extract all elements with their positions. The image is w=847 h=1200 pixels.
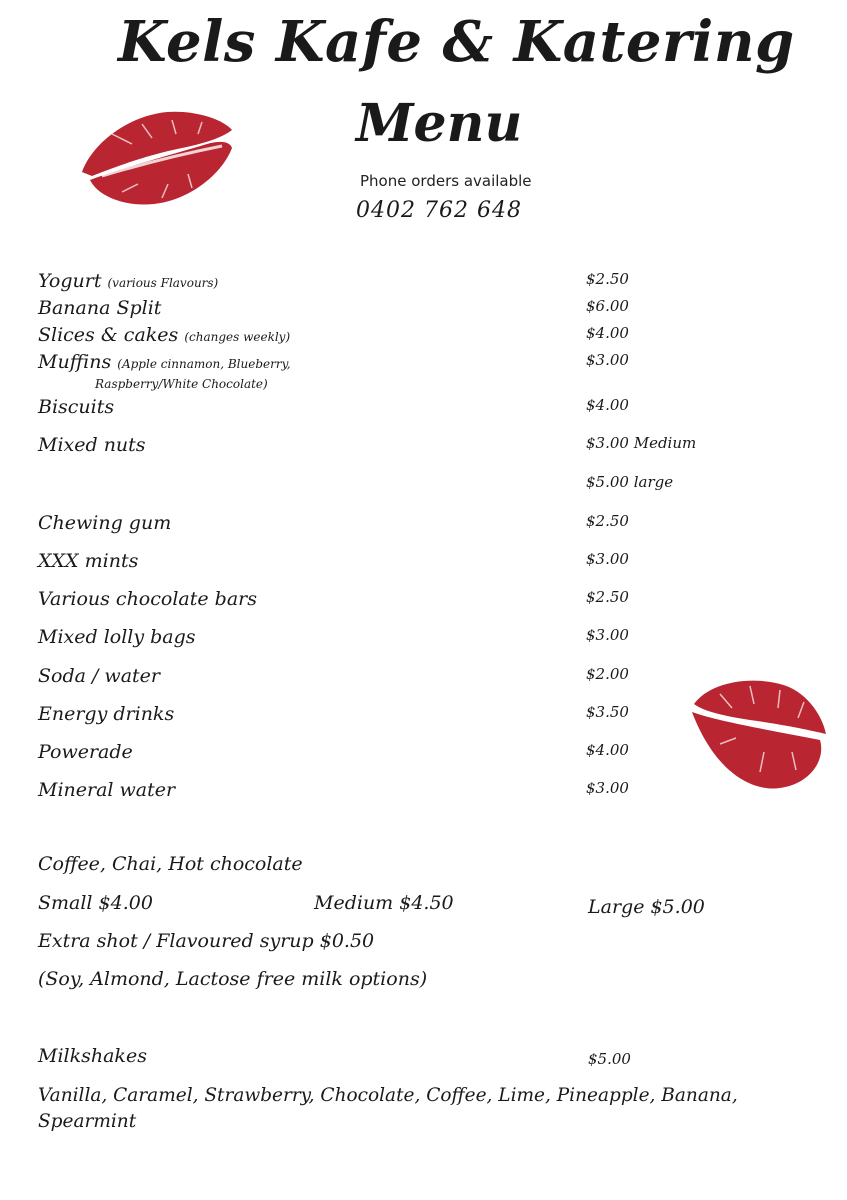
- menu-item-name: XXX mints: [38, 550, 139, 572]
- hot-drinks-medium: Medium $4.50: [314, 892, 454, 914]
- menu-item-note: Raspberry/White Chocolate): [95, 377, 268, 391]
- menu-item-price: $4.00: [586, 741, 629, 759]
- menu-item-name: Muffins (Apple cinnamon, Blueberry,: [38, 351, 291, 373]
- phone-number: 0402 762 648: [356, 198, 522, 223]
- milkshakes-flavours: Vanilla, Caramel, Strawberry, Chocolate, Coffee, Lime, Pineapple, Banana,: [38, 1085, 738, 1106]
- lips-icon: [680, 674, 830, 794]
- menu-item-price: $2.50: [586, 270, 629, 288]
- menu-item-name: Energy drinks: [38, 703, 175, 725]
- milkshakes-title: Milkshakes: [38, 1045, 147, 1067]
- menu-item-price: $3.00: [586, 550, 629, 568]
- menu-item-price: $6.00: [586, 297, 629, 315]
- page-title: Kels Kafe & Katering: [118, 9, 795, 75]
- phone-note: Phone orders available: [360, 172, 532, 190]
- hot-drinks-small: Small $4.00: [38, 892, 153, 914]
- menu-item-name: Mixed nuts: [38, 434, 146, 456]
- milkshakes-price: $5.00: [588, 1050, 631, 1068]
- hot-drinks-title: Coffee, Chai, Hot chocolate: [38, 853, 303, 875]
- menu-item-name: Banana Split: [38, 297, 162, 319]
- menu-item-name: Powerade: [38, 741, 133, 763]
- menu-item-price: $2.00: [586, 665, 629, 683]
- lips-icon: [72, 104, 238, 210]
- menu-item-note: (Apple cinnamon, Blueberry,: [117, 357, 291, 371]
- menu-item-price: $3.00: [586, 779, 629, 797]
- menu-item-name: Yogurt (various Flavours): [38, 270, 219, 292]
- menu-item-price: $2.50: [586, 588, 629, 606]
- menu-item-note: (changes weekly): [184, 330, 291, 344]
- menu-item-price: $3.00: [586, 626, 629, 644]
- menu-heading: Menu: [356, 93, 523, 154]
- milkshakes-flavours: Spearmint: [38, 1111, 137, 1132]
- menu-item-name: Soda / water: [38, 665, 160, 687]
- menu-item-name: Mineral water: [38, 779, 176, 801]
- menu-item-name: Slices & cakes (changes weekly): [38, 324, 291, 346]
- menu-item-name: Chewing gum: [38, 512, 172, 534]
- menu-item-price: $3.50: [586, 703, 629, 721]
- menu-item-name: Mixed lolly bags: [38, 626, 196, 648]
- hot-drinks-extra: Extra shot / Flavoured syrup $0.50: [38, 930, 375, 952]
- hot-drinks-large: Large $5.00: [588, 896, 705, 918]
- menu-item-price: $4.00: [586, 324, 629, 342]
- hot-drinks-milk-options: (Soy, Almond, Lactose free milk options): [38, 968, 428, 990]
- menu-item-price: $3.00 Medium: [586, 434, 697, 452]
- menu-item-price: $5.00 large: [586, 473, 674, 491]
- menu-item-name: Biscuits: [38, 396, 115, 418]
- menu-item-price: $3.00: [586, 351, 629, 369]
- menu-item-price: $4.00: [586, 396, 629, 414]
- menu-item-name: Various chocolate bars: [38, 588, 257, 610]
- menu-item-price: $2.50: [586, 512, 629, 530]
- menu-item-note: (various Flavours): [107, 276, 219, 290]
